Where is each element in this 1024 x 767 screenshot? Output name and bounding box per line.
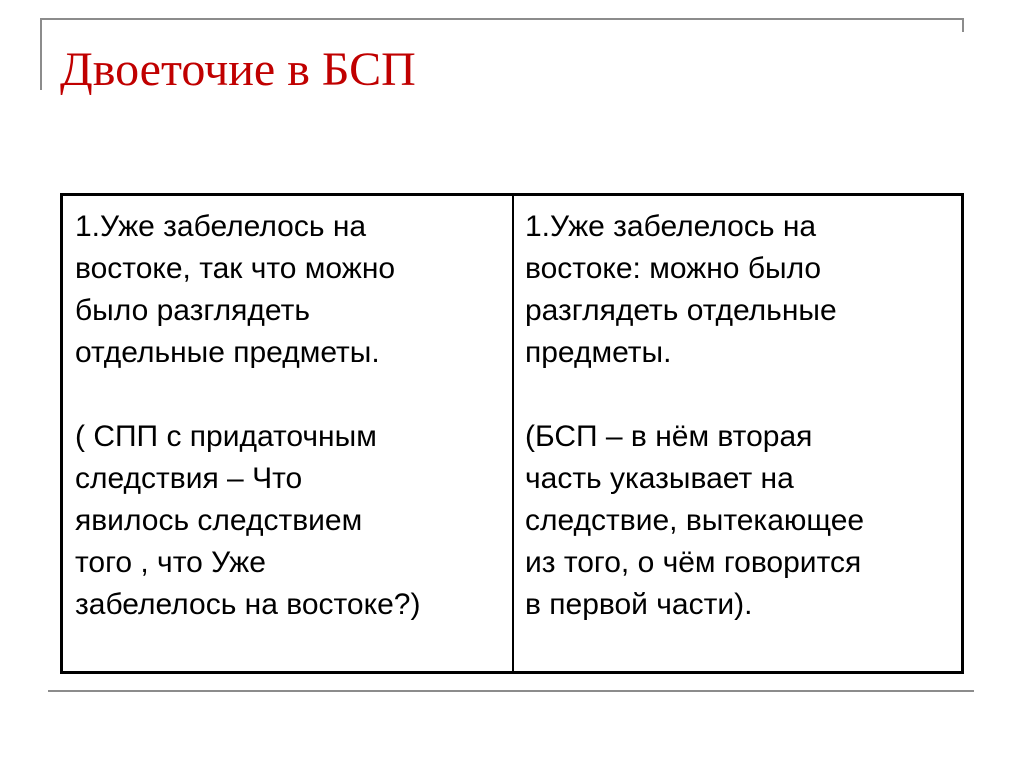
table-cell-bsp (514, 196, 961, 671)
slide-title: Двоеточие в БСП (60, 43, 416, 96)
frame-bottom-line (48, 690, 974, 692)
bsp-explanation-text: (БСП – в нём вторая часть указывает на следствие, вытекающее из того, о чём говорится в первой части). (525, 420, 865, 621)
frame-right-line (962, 18, 964, 32)
table-cell-spp (63, 196, 514, 671)
comparison-table (60, 193, 964, 674)
bsp-example-text: 1.Уже забелелось на востоке: можно было разглядеть отдельные предметы. (525, 210, 837, 369)
frame-left-line (40, 18, 42, 90)
spp-example-text: 1.Уже забелелось на востоке, так что можно было разглядеть отдельные предметы. (75, 210, 396, 369)
frame-top-line (40, 18, 964, 20)
paragraph-gap (525, 374, 951, 416)
spp-explanation-text: ( СПП с придаточным следствия – Что явилось следствием того , что Уже забелелось на востоке?) (75, 420, 421, 621)
paragraph-gap (75, 374, 502, 416)
